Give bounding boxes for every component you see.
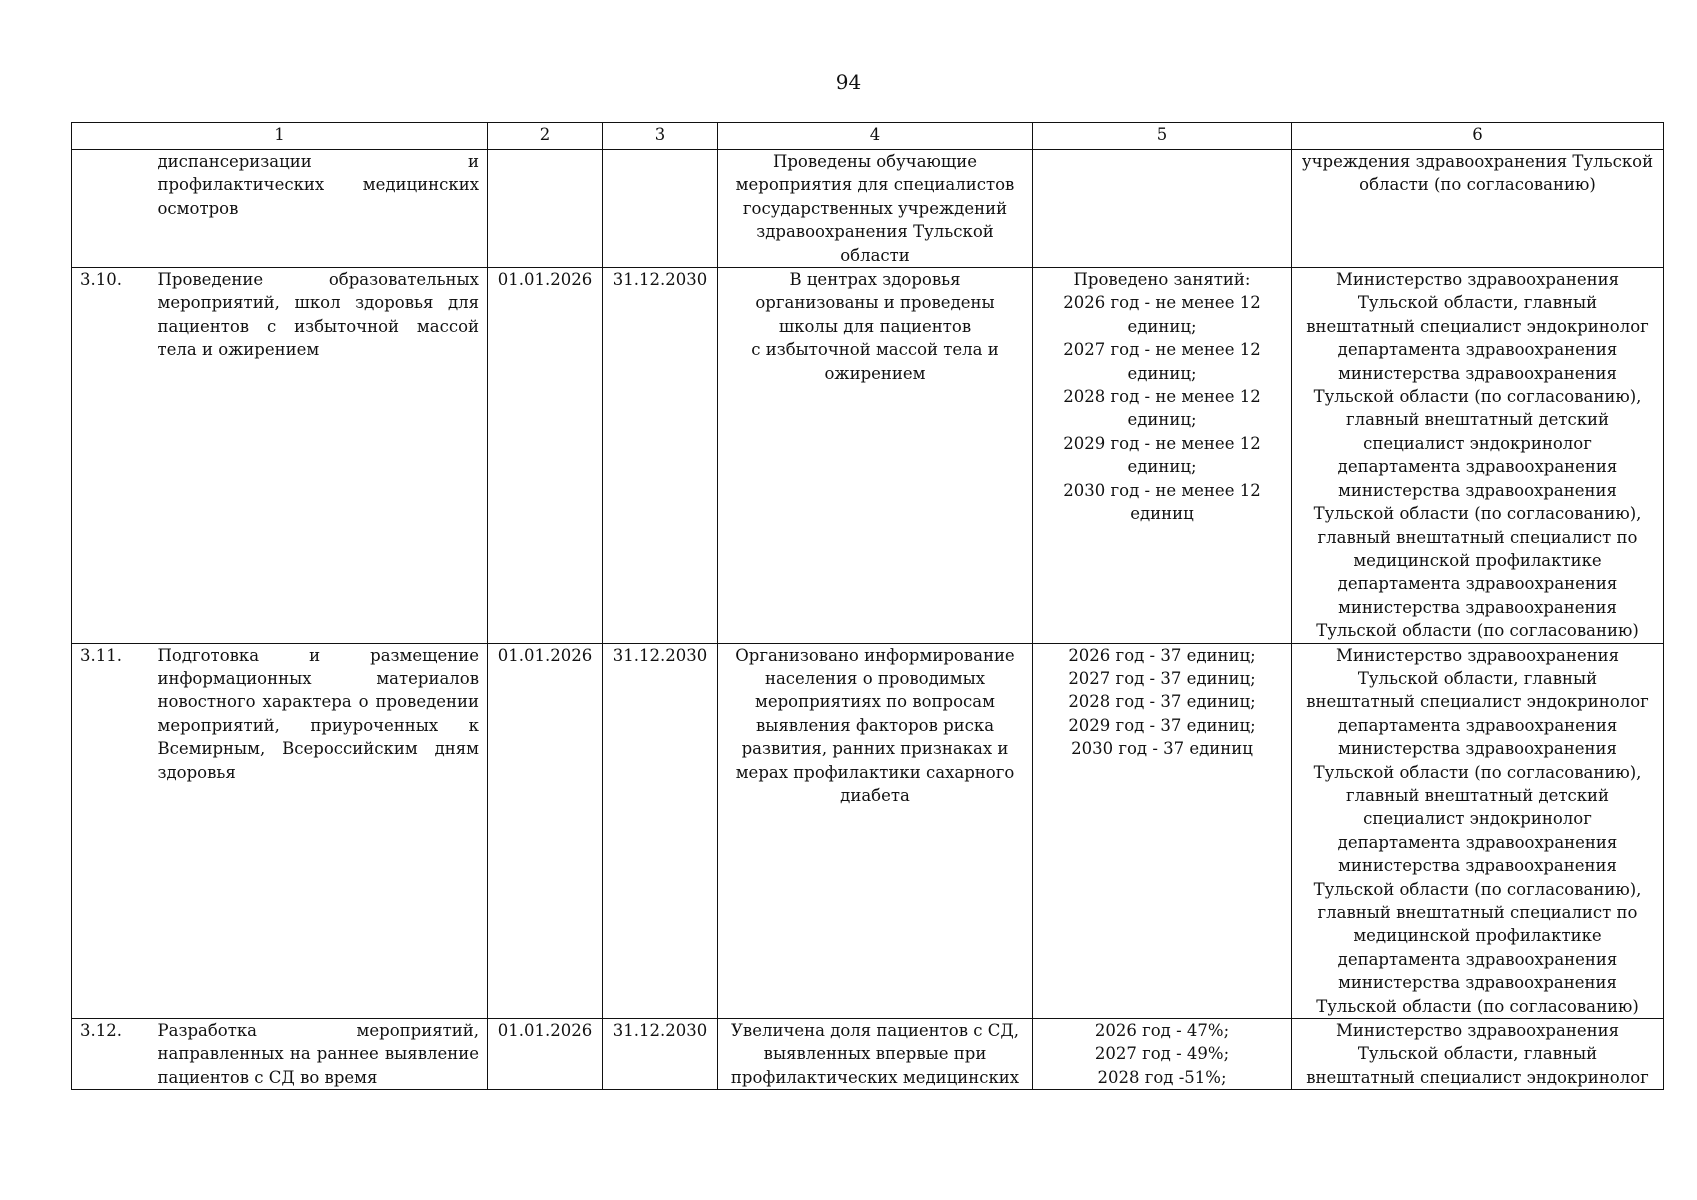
- responsible-party-line: департамента здравоохранения: [1337, 949, 1618, 969]
- target-indicator-line: 2028 год -51%;: [1097, 1067, 1227, 1087]
- column-header-5: 5: [1033, 123, 1292, 150]
- target-indicator-line: единиц;: [1127, 410, 1197, 430]
- start-date: 01.01.2026: [488, 268, 603, 644]
- target-indicator-line: Проведено занятий:: [1073, 270, 1251, 290]
- activity-name: диспансеризации и профилактических медицинских осмотров: [150, 150, 488, 268]
- responsible-party-line: медицинской профилактике: [1353, 926, 1602, 946]
- column-header-2: 2: [488, 123, 603, 150]
- column-header-1: 1: [72, 123, 488, 150]
- target-indicator-line: единиц;: [1127, 316, 1197, 336]
- expected-result-line: В центрах здоровья: [789, 270, 961, 290]
- responsible-party-line: главный внештатный детский: [1345, 410, 1610, 430]
- responsible-party-line: министерства здравоохранения: [1338, 856, 1617, 876]
- responsible-party-line: внештатный специалист эндокринолог: [1306, 1067, 1649, 1087]
- expected-result-line: с избыточной массой тела и: [751, 340, 999, 360]
- expected-result-line: Увеличена доля пациентов с СД,: [730, 1021, 1019, 1041]
- table-row: [72, 643, 1664, 1019]
- responsible-party-line: министерства здравоохранения: [1338, 597, 1617, 617]
- responsible-party-line: Тульской области (по согласованию),: [1313, 879, 1642, 899]
- expected-result-line: населения о проводимых: [764, 668, 986, 688]
- target-indicator-line: 2027 год - не менее 12: [1063, 340, 1261, 360]
- column-number-row: [72, 123, 1664, 150]
- table-row: [72, 150, 1664, 268]
- expected-result-line: мероприятия для специалистов: [735, 175, 1015, 195]
- page-number: 94: [835, 70, 862, 94]
- responsible-party: [1292, 268, 1664, 644]
- responsible-party: [1292, 150, 1664, 268]
- end-date: 31.12.2030: [603, 268, 718, 644]
- responsible-party-line: министерства здравоохранения: [1338, 363, 1617, 383]
- responsible-party-line: области (по согласованию): [1359, 175, 1596, 195]
- expected-result-line: области: [840, 245, 910, 265]
- responsible-party-line: департамента здравоохранения: [1337, 832, 1618, 852]
- responsible-party-line: главный внештатный специалист по: [1317, 903, 1638, 922]
- target-indicator-line: 2028 год - не менее 12: [1063, 387, 1261, 407]
- responsible-party-line: Тульской области (по согласованию): [1316, 996, 1639, 1016]
- expected-result: [718, 1019, 1033, 1090]
- target-indicator-line: 2030 год - не менее 12: [1063, 480, 1261, 500]
- column-header-4: 4: [718, 123, 1033, 150]
- responsible-party-line: министерства здравоохранения: [1338, 739, 1617, 759]
- expected-result-line: здравоохранения Тульской: [756, 222, 994, 242]
- target-indicator: [1033, 1019, 1292, 1090]
- target-indicator: [1033, 150, 1292, 268]
- expected-result-line: организованы и проведены: [755, 293, 995, 313]
- target-indicator-line: 2026 год - не менее 12: [1063, 293, 1261, 313]
- responsible-party-line: Тульской области (по согласованию),: [1313, 762, 1642, 782]
- end-date: [603, 150, 718, 268]
- target-indicator-line: единиц: [1130, 504, 1194, 524]
- responsible-party: [1292, 643, 1664, 1019]
- row-number: 3.10.: [72, 268, 150, 644]
- responsible-party-line: Тульской области (по согласованию),: [1313, 387, 1642, 407]
- expected-result-line: мероприятиях по вопросам: [755, 692, 995, 712]
- responsible-party-line: внештатный специалист эндокринолог: [1306, 692, 1649, 712]
- responsible-party-line: департамента здравоохранения: [1337, 715, 1618, 735]
- target-indicator-line: 2028 год - 37 единиц;: [1068, 692, 1256, 712]
- responsible-party-line: внештатный специалист эндокринолог: [1306, 316, 1649, 336]
- responsible-party: [1292, 1019, 1664, 1090]
- expected-result-line: школы для пациентов: [778, 316, 972, 336]
- end-date: 31.12.2030: [603, 1019, 718, 1090]
- responsible-party-line: Министерство здравоохранения: [1335, 645, 1619, 665]
- expected-result-line: диабета: [840, 785, 910, 805]
- responsible-party-line: Тульской области, главный: [1357, 1044, 1598, 1064]
- target-indicator-line: 2029 год - 37 единиц;: [1068, 715, 1256, 735]
- start-date: 01.01.2026: [488, 1019, 603, 1090]
- responsible-party-line: Министерство здравоохранения: [1335, 1021, 1619, 1041]
- responsible-party-line: главный внештатный детский: [1345, 785, 1610, 805]
- expected-result-line: Организовано информирование: [735, 645, 1015, 665]
- table-row: [72, 1019, 1664, 1090]
- target-indicator: [1033, 268, 1292, 644]
- start-date: 01.01.2026: [488, 643, 603, 1019]
- target-indicator-line: 2030 год - 37 единиц: [1071, 739, 1253, 759]
- expected-result-line: профилактических медицинских: [730, 1067, 1020, 1087]
- responsible-party-line: Тульской области (по согласованию): [1316, 621, 1639, 641]
- responsible-party-line: Тульской области, главный: [1357, 668, 1598, 688]
- target-indicator-line: единиц;: [1127, 363, 1197, 383]
- target-indicator-line: единиц;: [1127, 457, 1197, 477]
- responsible-party-line: специалист эндокринолог: [1363, 809, 1592, 829]
- target-indicator-line: 2026 год - 37 единиц;: [1068, 645, 1256, 665]
- row-number: [72, 150, 150, 268]
- expected-result-line: государственных учреждений: [742, 198, 1008, 218]
- expected-result-line: выявления факторов риска: [755, 715, 995, 735]
- responsible-party-line: министерства здравоохранения: [1338, 480, 1617, 500]
- column-header-3: 3: [603, 123, 718, 150]
- expected-result-line: ожирением: [824, 363, 926, 383]
- responsible-party-line: министерства здравоохранения: [1338, 973, 1617, 993]
- responsible-party-line: Тульской области, главный: [1357, 293, 1598, 313]
- column-header-6: 6: [1292, 123, 1664, 150]
- row-number: 3.11.: [72, 643, 150, 1019]
- target-indicator-line: 2026 год - 47%;: [1094, 1021, 1230, 1041]
- responsible-party-line: департамента здравоохранения: [1337, 457, 1618, 477]
- row-number: 3.12.: [72, 1019, 150, 1090]
- responsible-party-line: учреждения здравоохранения Тульской: [1301, 152, 1654, 171]
- start-date: [488, 150, 603, 268]
- responsible-party-line: Министерство здравоохранения: [1335, 270, 1619, 290]
- target-indicator: [1033, 643, 1292, 1019]
- activity-name: Проведение образовательных мероприятий, школ здоровья для пациентов с избыточной массой тела и ожирением: [150, 268, 488, 644]
- expected-result-line: Проведены обучающие: [772, 152, 978, 171]
- activity-name: Разработка мероприятий, направленных на раннее выявление пациентов с СД во время: [150, 1019, 488, 1090]
- responsible-party-line: департамента здравоохранения: [1337, 574, 1618, 594]
- target-indicator-line: 2027 год - 37 единиц;: [1068, 668, 1256, 688]
- responsible-party-line: Тульской области (по согласованию),: [1313, 504, 1642, 524]
- expected-result: [718, 643, 1033, 1019]
- expected-result: [718, 150, 1033, 268]
- expected-result-line: развития, ранних признаках и: [741, 739, 1009, 759]
- responsible-party-line: специалист эндокринолог: [1363, 433, 1592, 453]
- responsible-party-line: департамента здравоохранения: [1337, 340, 1618, 360]
- expected-result-line: мерах профилактики сахарного: [735, 762, 1015, 782]
- target-indicator-line: 2027 год - 49%;: [1094, 1044, 1230, 1064]
- expected-result: [718, 268, 1033, 644]
- activity-name: Подготовка и размещение информационных материалов новостного характера о проведении мероприятий, приуроченных к Всемирным, Всероссийским дням здоровья: [150, 643, 488, 1019]
- end-date: 31.12.2030: [603, 643, 718, 1019]
- activities-table: [71, 122, 1664, 1090]
- responsible-party-line: главный внештатный специалист по: [1317, 527, 1638, 547]
- expected-result-line: выявленных впервые при: [763, 1044, 987, 1064]
- table-row: [72, 268, 1664, 644]
- target-indicator-line: 2029 год - не менее 12: [1063, 433, 1261, 453]
- responsible-party-line: медицинской профилактике: [1353, 550, 1602, 570]
